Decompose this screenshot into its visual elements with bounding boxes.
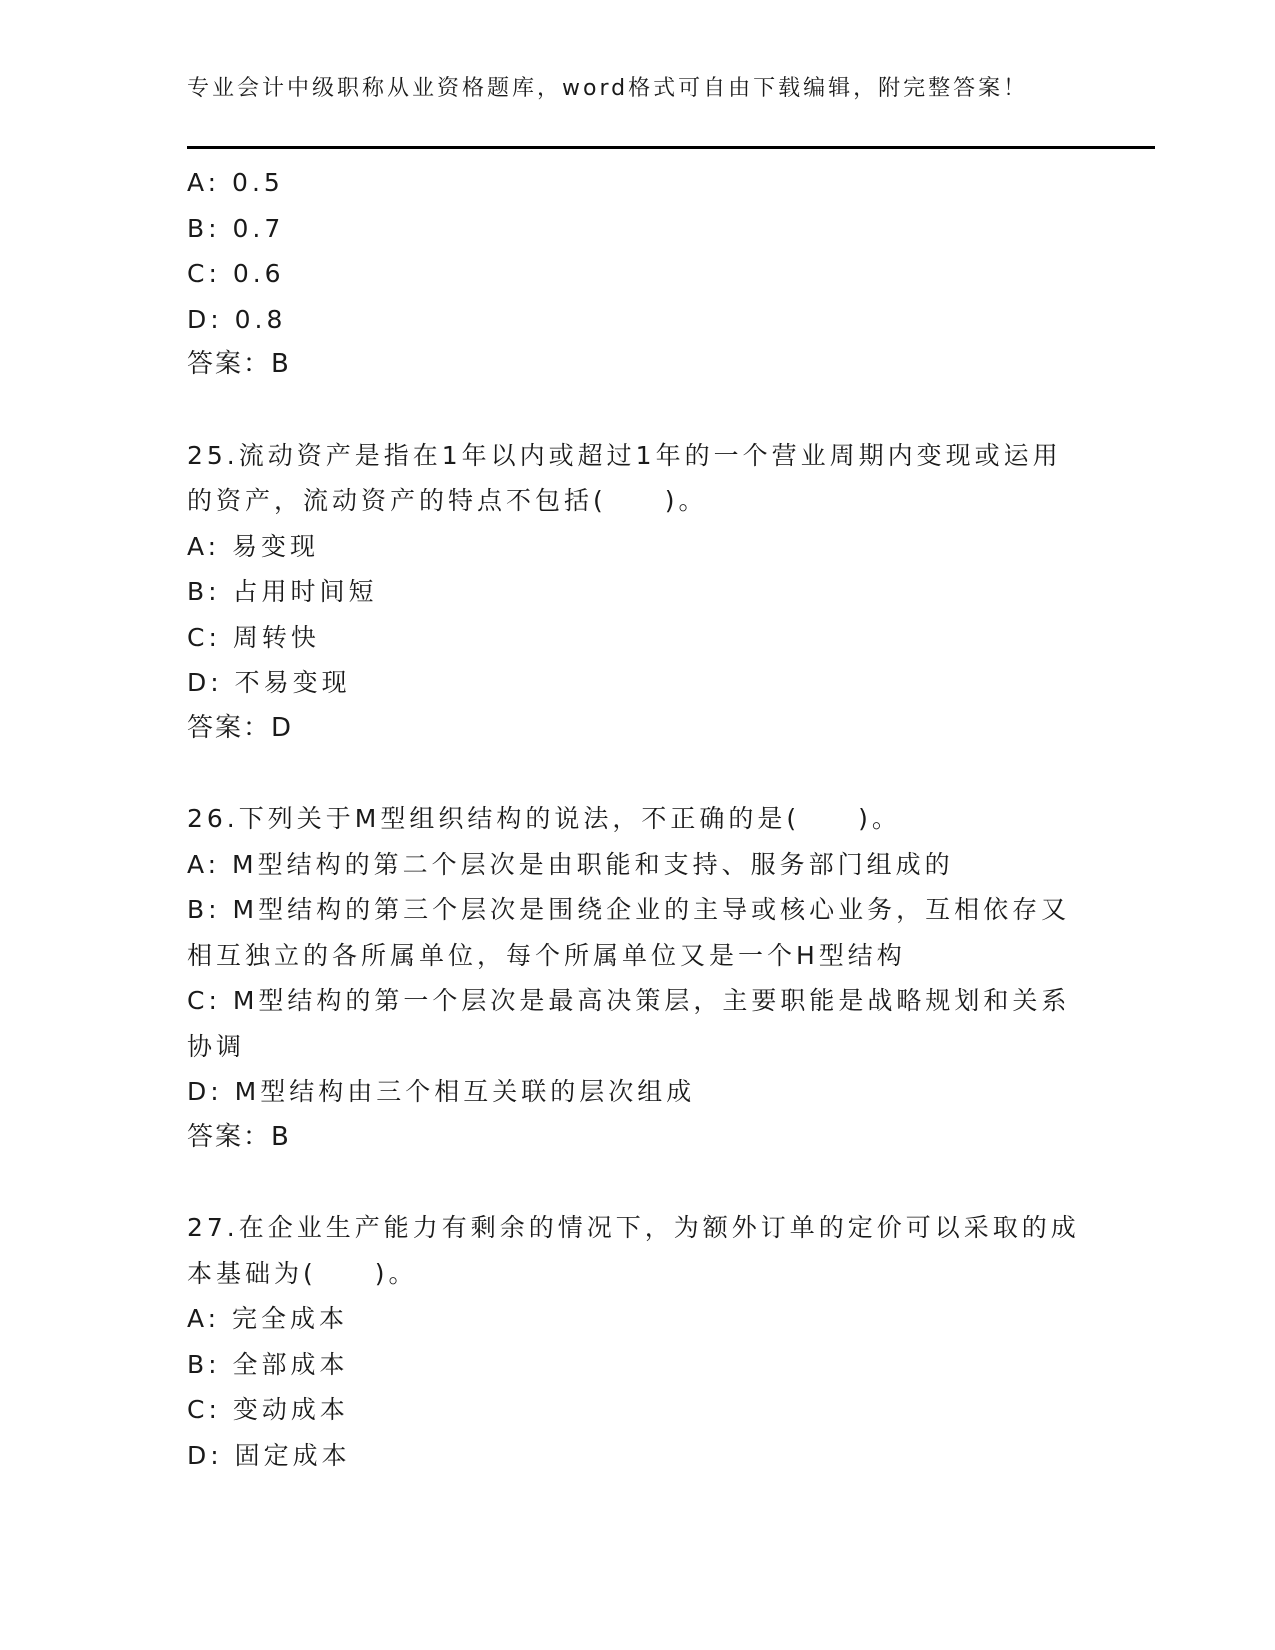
question-text: 27.在企业生产能力有剩余的情况下，为额外订单的定价可以采取的成 xyxy=(187,1213,1080,1242)
question-text: 25.流动资产是指在1年以内或超过1年的一个营业周期内变现或运用 xyxy=(187,440,1062,470)
header-rule xyxy=(187,146,1155,149)
option-a: A: M型结构的第二个层次是由职能和支持、服务部门组成的 xyxy=(187,849,954,879)
prev-question xyxy=(187,160,1087,388)
option-b: B: M型结构的第三个层次是围绕企业的主导或核心业务，互相依存又 xyxy=(187,895,1071,924)
option-d: D: M型结构由三个相互关联的层次组成 xyxy=(187,1077,696,1106)
option-d: D: 0.8 xyxy=(187,304,287,334)
page-header: 专业会计中级职称从业资格题库，word格式可自由下载编辑，附完整答案！ xyxy=(187,76,1029,101)
answer: 答案：B xyxy=(187,349,291,379)
question-text: 26.下列关于M型组织结构的说法，不正确的是( )。 xyxy=(187,804,901,833)
question-text: 的资产，流动资产的特点不包括( )。 xyxy=(187,486,708,515)
question-27 xyxy=(187,1205,1087,1478)
option-d: D: 不易变现 xyxy=(187,668,351,697)
option-a: A: 完全成本 xyxy=(187,1304,349,1333)
option-c: C: 变动成本 xyxy=(187,1395,349,1424)
option-c: C: 0.6 xyxy=(187,259,285,288)
spacer xyxy=(187,388,1087,433)
option-b-continued: 相互独立的各所属单位，每个所属单位又是一个H型结构 xyxy=(187,940,906,970)
option-b: B: 占用时间短 xyxy=(187,577,378,606)
option-a: A: 易变现 xyxy=(187,531,320,561)
option-b: B: 全部成本 xyxy=(187,1349,349,1379)
option-b: B: 0.7 xyxy=(187,213,285,243)
spacer xyxy=(187,1160,1087,1205)
answer: 答案：D xyxy=(187,712,294,743)
question-content xyxy=(187,160,1087,1478)
answer: 答案：B xyxy=(187,1121,291,1152)
question-26 xyxy=(187,796,1087,1160)
spacer xyxy=(187,751,1087,796)
option-d: D: 固定成本 xyxy=(187,1440,351,1470)
question-25 xyxy=(187,433,1087,752)
option-c: C: M型结构的第一个层次是最高决策层，主要职能是战略规划和关系 xyxy=(187,986,1071,1015)
option-c-continued: 协调 xyxy=(187,1031,246,1061)
question-text: 本基础为( )。 xyxy=(187,1258,418,1288)
option-a: A: 0.5 xyxy=(187,168,284,197)
option-c: C: 周转快 xyxy=(187,622,320,652)
